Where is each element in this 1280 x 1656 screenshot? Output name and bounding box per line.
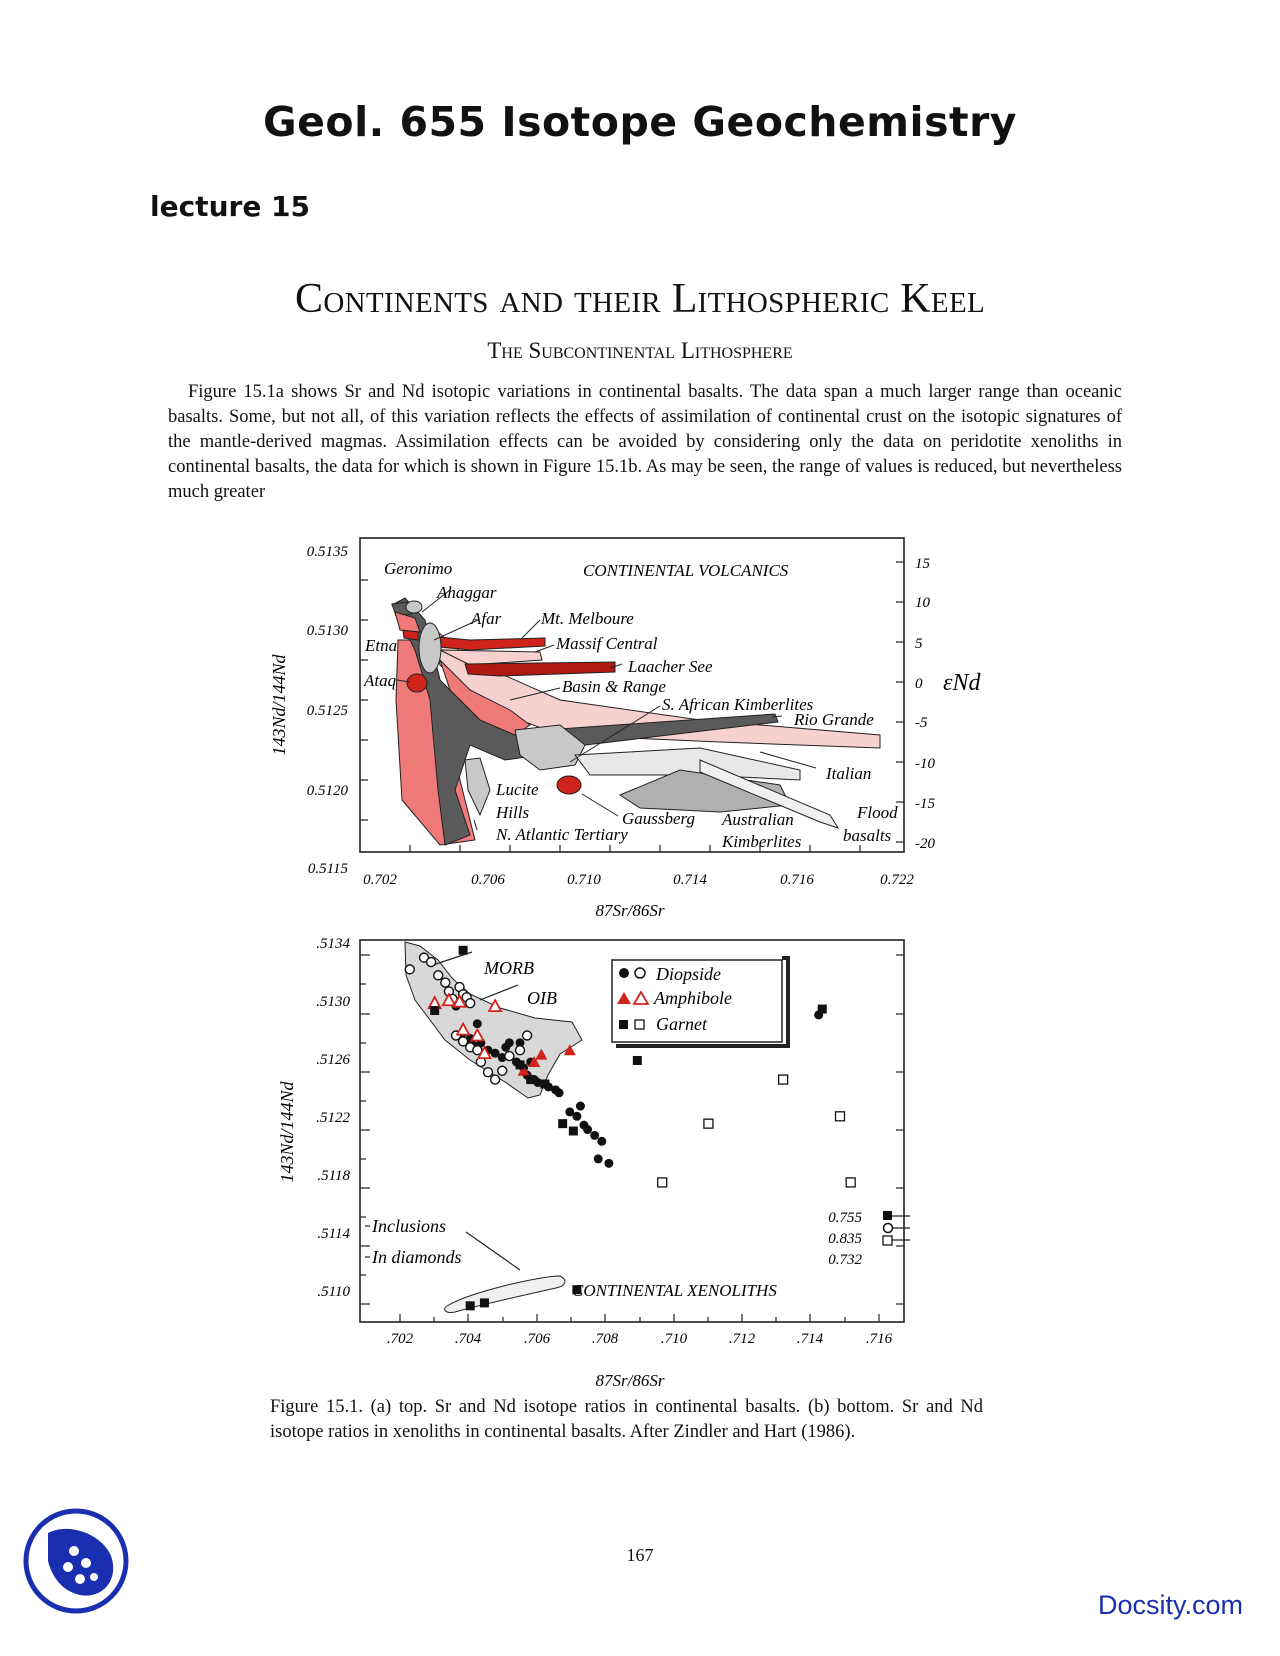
tick-label: .702 <box>386 1331 414 1347</box>
tick-label: .5122 <box>316 1110 350 1126</box>
plot-b-xticks <box>387 1331 893 1347</box>
legend-label: Diopside <box>656 964 721 984</box>
lecture-number: lecture 15 <box>150 190 311 223</box>
data-point-garnet-filled <box>466 1301 475 1310</box>
tick-label: 0.710 <box>567 872 601 888</box>
offscale-garnet-filled <box>883 1211 892 1220</box>
tick-label: .5114 <box>317 1226 350 1242</box>
tick-label: .712 <box>728 1331 756 1347</box>
label-italian: Italian <box>826 764 872 783</box>
data-point-garnet-filled <box>633 1056 642 1065</box>
data-point-garnet-open <box>836 1112 845 1121</box>
label-massif-central: Massif Central <box>556 634 658 653</box>
figure-b <box>277 936 910 1390</box>
plot-a-eps-ticks <box>915 556 935 852</box>
tick-label: 15 <box>915 556 930 572</box>
page-number: 167 <box>626 1545 654 1565</box>
label-etna: Etna <box>365 636 398 655</box>
offscale-markers <box>883 1211 893 1245</box>
field-gaussberg <box>557 776 581 794</box>
tick-label: .708 <box>591 1331 619 1347</box>
label-hills: Hills <box>496 803 530 822</box>
figure-a <box>269 538 981 920</box>
data-point-diopside-filled <box>555 1088 564 1097</box>
data-point-garnet-filled <box>516 1060 525 1069</box>
data-point-diopside-open <box>427 958 436 967</box>
label-oib: OIB <box>527 988 557 1008</box>
legend-garnet-filled-icon <box>619 1020 628 1029</box>
data-point-diopside-open <box>484 1068 493 1077</box>
label-s-african: S. African Kimberlites <box>662 695 814 714</box>
data-point-diopside-open <box>498 1066 507 1075</box>
tick-label: 0.5130 <box>306 623 348 639</box>
tick-label: .5126 <box>316 1052 350 1068</box>
tick-label: -20 <box>915 836 935 852</box>
data-point-diopside-filled <box>576 1102 585 1111</box>
plot-a-yticks <box>307 544 349 877</box>
legend-garnet-open-icon <box>635 1020 644 1029</box>
label-australian: Australian <box>722 810 794 829</box>
field-ahaggar <box>406 601 422 613</box>
data-point-diopside-filled <box>604 1159 613 1168</box>
data-point-garnet-filled <box>430 1006 439 1015</box>
course-title: Geol. 655 Isotope Geochemistry <box>262 98 1018 146</box>
data-point-diopside-filled <box>583 1125 592 1134</box>
label-geronimo: Geronimo <box>384 559 453 578</box>
plot-b-title: CONTINENTAL XENOLITHS <box>572 1281 777 1300</box>
tick-label: .5130 <box>316 994 350 1010</box>
tick-label: .704 <box>454 1331 482 1347</box>
plot-b-yticks <box>316 936 350 1300</box>
label-ataq: Ataq <box>364 671 397 690</box>
tick-label: .706 <box>523 1331 551 1347</box>
data-point-diopside-open <box>441 978 450 987</box>
field-ahaggar-2 <box>419 623 441 673</box>
tick-label: 0.5120 <box>306 783 348 799</box>
data-point-garnet-filled <box>569 1127 578 1136</box>
tick-label: -5 <box>915 715 928 731</box>
data-point-garnet-open <box>846 1178 855 1187</box>
label-mt-melboure: Mt. Melboure <box>541 609 634 628</box>
data-point-diopside-open <box>505 1052 514 1061</box>
label-laacher-see: Laacher See <box>628 657 713 676</box>
label-gaussberg: Gaussberg <box>622 809 696 828</box>
data-point-garnet-open <box>658 1178 667 1187</box>
label-basalts: basalts <box>843 826 892 845</box>
label-in-diamonds: In diamonds <box>372 1247 462 1267</box>
legend-label: Garnet <box>656 1014 707 1034</box>
label-lucite: Lucite <box>496 780 539 799</box>
tick-label: 0.5115 <box>307 861 348 877</box>
offscale-labels <box>828 1210 862 1268</box>
tick-label: 0.5135 <box>306 544 348 560</box>
tick-label: 0.706 <box>471 872 505 888</box>
data-point-garnet-open <box>779 1075 788 1084</box>
tick-label: 0 <box>915 676 923 692</box>
data-point-diopside-filled <box>473 1019 482 1028</box>
data-point-diopside-filled <box>594 1154 603 1163</box>
tick-label: 0.5125 <box>306 703 348 719</box>
tick-label: 0.716 <box>780 872 814 888</box>
data-point-garnet-open <box>704 1119 713 1128</box>
data-point-diopside-open <box>516 1046 525 1055</box>
section-title: The Subcontinental Lithosphere <box>487 338 793 363</box>
plot-b-ylabel: 143Nd/144Nd <box>277 1081 297 1183</box>
data-point-garnet-filled <box>480 1298 489 1307</box>
offscale-label: 0.835 <box>828 1231 862 1247</box>
docsity-logo-icon <box>22 1507 130 1615</box>
eps-nd-label: εNd <box>943 670 981 696</box>
tick-label: -10 <box>915 756 935 772</box>
plot-a-xticks <box>363 872 914 888</box>
tick-label: -15 <box>915 796 935 812</box>
offscale-garnet-open <box>883 1236 892 1245</box>
label-n-atlantic: N. Atlantic Tertiary <box>496 825 628 844</box>
label-inclusions: Inclusions <box>372 1216 446 1236</box>
offscale-label: 0.755 <box>828 1210 862 1226</box>
tick-label: 5 <box>915 636 923 652</box>
body-paragraph: Figure 15.1a shows Sr and Nd isotopic variations in continental basalts. The data span a much larger range than oceanic basalts. Some, but not all, of this variation reflects the effects of assimilation of continental crust on the isotopic signatures of the mantle-derived magmas. Assimilation effects can be avoided by considering only the data on peridotite xenoliths in continental basalts, the data for which is shown in Figure 15.1b. As may be seen, the range of values is reduced, but nevertheless much greater <box>168 382 1122 502</box>
data-point-garnet-filled <box>526 1075 535 1084</box>
offscale-label: 0.732 <box>828 1252 862 1268</box>
data-point-diopside-open <box>405 965 414 974</box>
plot-a-xlabel: 87Sr/86Sr <box>595 901 665 920</box>
tick-label: .714 <box>796 1331 824 1347</box>
tick-label: .710 <box>660 1331 688 1347</box>
label-morb: MORB <box>484 958 534 978</box>
label-rio-grande: Rio Grande <box>794 710 874 729</box>
plot-a-ylabel: 143Nd/144Nd <box>269 654 289 756</box>
label-flood: Flood <box>857 803 898 822</box>
label-basin-range: Basin & Range <box>562 677 666 696</box>
data-point-diopside-open <box>434 971 443 980</box>
data-point-diopside-open <box>491 1075 500 1084</box>
plot-b-xlabel: 87Sr/86Sr <box>595 1371 665 1390</box>
data-point-diopside-open <box>523 1031 532 1040</box>
docsity-watermark[interactable]: Docsity.com <box>1098 1590 1244 1620</box>
data-point-garnet-filled <box>818 1005 827 1014</box>
label-kimberlites: Kimberlites <box>722 832 802 851</box>
chapter-title: Continents and their Lithospheric Keel <box>295 276 985 322</box>
tick-label: .5134 <box>316 936 350 952</box>
tick-label: 0.722 <box>880 872 914 888</box>
legend-label: Amphibole <box>654 988 732 1008</box>
legend-diopside-open-icon <box>635 968 645 978</box>
offscale-diopside-open <box>884 1224 893 1233</box>
plot-a-title: CONTINENTAL VOLCANICS <box>583 561 789 580</box>
data-point-diopside-filled <box>590 1131 599 1140</box>
tick-label: 0.702 <box>363 872 397 888</box>
label-ahaggar: Ahaggar <box>437 583 497 602</box>
tick-label: .5118 <box>317 1168 350 1184</box>
data-point-diopside-filled <box>597 1137 606 1146</box>
data-point-diopside-filled <box>505 1038 514 1047</box>
label-afar: Afar <box>471 609 502 628</box>
data-point-garnet-filled <box>558 1119 567 1128</box>
data-point-diopside-open <box>466 999 475 1008</box>
tick-label: 0.714 <box>673 872 707 888</box>
data-point-diopside-filled <box>572 1112 581 1121</box>
tick-label: .716 <box>865 1331 893 1347</box>
field-ataq <box>407 674 427 692</box>
data-point-garnet-filled <box>459 946 468 955</box>
data-point-garnet-filled <box>540 1079 549 1088</box>
figure-caption: Figure 15.1. (a) top. Sr and Nd isotope ratios in continental basalts. (b) bottom. Sr and Nd isotope ratios in xenoliths in continental basalts. After Zindler and Hart (1986). <box>270 1397 983 1442</box>
tick-label: .5110 <box>317 1284 350 1300</box>
tick-label: 10 <box>915 595 930 611</box>
legend-diopside-filled-icon <box>619 968 629 978</box>
